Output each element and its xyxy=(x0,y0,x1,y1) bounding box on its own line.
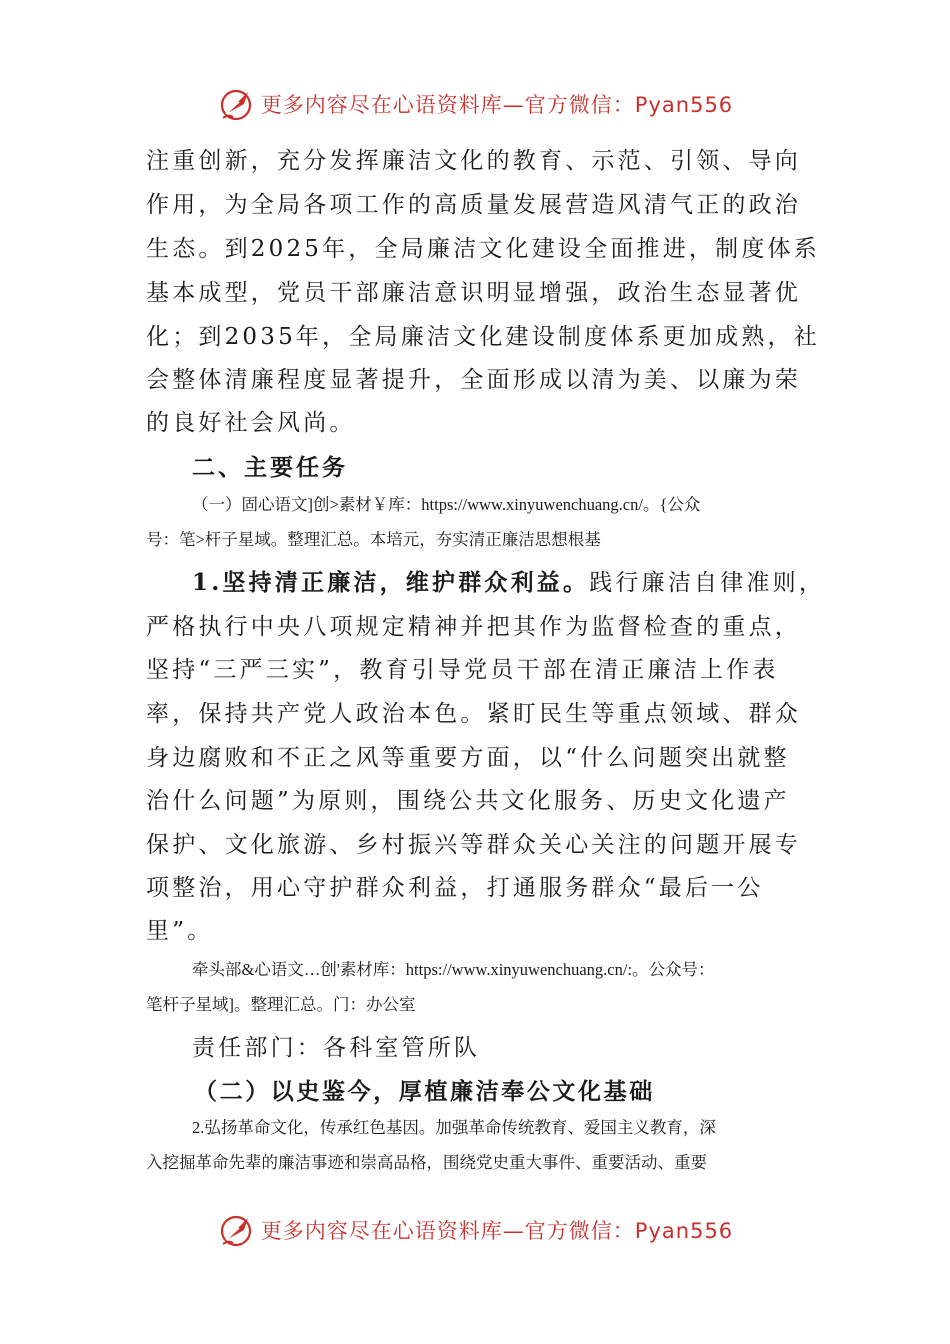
text-line: 作用，为全局各项工作的高质量发展营造风清气正的政治 xyxy=(146,192,801,218)
text-line: 坚持“三严三实”，教育引导党员干部在清正廉洁上作表 xyxy=(146,657,779,683)
text-line: 项整治，用心守护群众利益，打通服务群众“最后一公 xyxy=(146,875,764,901)
note-line: （一）固心语文]创>素材￥库：https://www.xinyuwenchuang.cn/。{公众 xyxy=(192,495,701,514)
note-line: 牵头部&心语文…创'素材库：https://www.xinyuwenchuang.cn/:。公众号： xyxy=(192,960,715,979)
text-line: 2.弘扬革命文化，传承红色基因。加强革命传统教育、爱国主义教育，深 xyxy=(192,1118,716,1137)
note-line: 笔杆子星域]。整理汇总。门：办公室 xyxy=(146,995,416,1014)
text-line: 会整体清廉程度显著提升，全面形成以清为美、以廉为荣 xyxy=(146,367,801,393)
text-line: 里”。 xyxy=(146,918,214,944)
text-line: 化；到2035年，全局廉洁文化建设制度体系更加成熟，社 xyxy=(146,324,820,350)
note-line: 号：笔>杆子星域。整理汇总。本培元，夯实清正廉洁思想根基 xyxy=(146,530,601,549)
text-line: 治什么问题”为原则，围绕公共文化服务、历史文化遗产 xyxy=(146,788,790,814)
footer-watermark-banner xyxy=(0,1210,950,1250)
task-item-1-lead: 1.坚持清正廉洁，维护群众利益。 xyxy=(192,569,590,596)
banner-text: 更多内容尽在心语资料库—官方微信：Pyan556 xyxy=(260,1219,734,1243)
text-line: 的良好社会风尚。 xyxy=(146,410,356,436)
subheading-history: （二）以史鉴今，厚植廉洁奉公文化基础 xyxy=(194,1078,655,1105)
task-item-1-first-rest: 践行廉洁自律准则， xyxy=(589,570,826,596)
quill-logo-icon xyxy=(217,1210,257,1250)
text-line: 保护、文化旅游、乡村振兴等群众关心关注的问题开展专 xyxy=(146,832,801,858)
text-line: 入挖掘革命先辈的廉洁事迹和崇高品格，围绕党史重大事件、重要活动、重要 xyxy=(146,1153,707,1172)
banner-text: 更多内容尽在心语资料库—官方微信：Pyan556 xyxy=(260,93,734,117)
text-line: 注重创新，充分发挥廉洁文化的教育、示范、引领、导向 xyxy=(146,148,801,174)
section-heading-main-tasks: 二、主要任务 xyxy=(192,454,348,481)
text-line: 身边腐败和不正之风等重要方面，以“什么问题突出就整 xyxy=(146,745,790,771)
text-line: 生态。到2025年，全局廉洁文化建设全面推进，制度体系 xyxy=(146,236,820,262)
text-line: 率，保持共产党人政治本色。紧盯民生等重点领域、群众 xyxy=(146,701,801,727)
responsible-department: 责任部门：各科室管所队 xyxy=(192,1035,481,1061)
text-line xyxy=(192,561,872,605)
text-line: 基本成型，党员干部廉洁意识明显增强，政治生态显著优 xyxy=(146,280,801,306)
text-line: 严格执行中央八项规定精神并把其作为监督检查的重点， xyxy=(146,614,801,640)
header-watermark-banner xyxy=(0,84,950,124)
quill-logo-icon xyxy=(217,84,257,124)
